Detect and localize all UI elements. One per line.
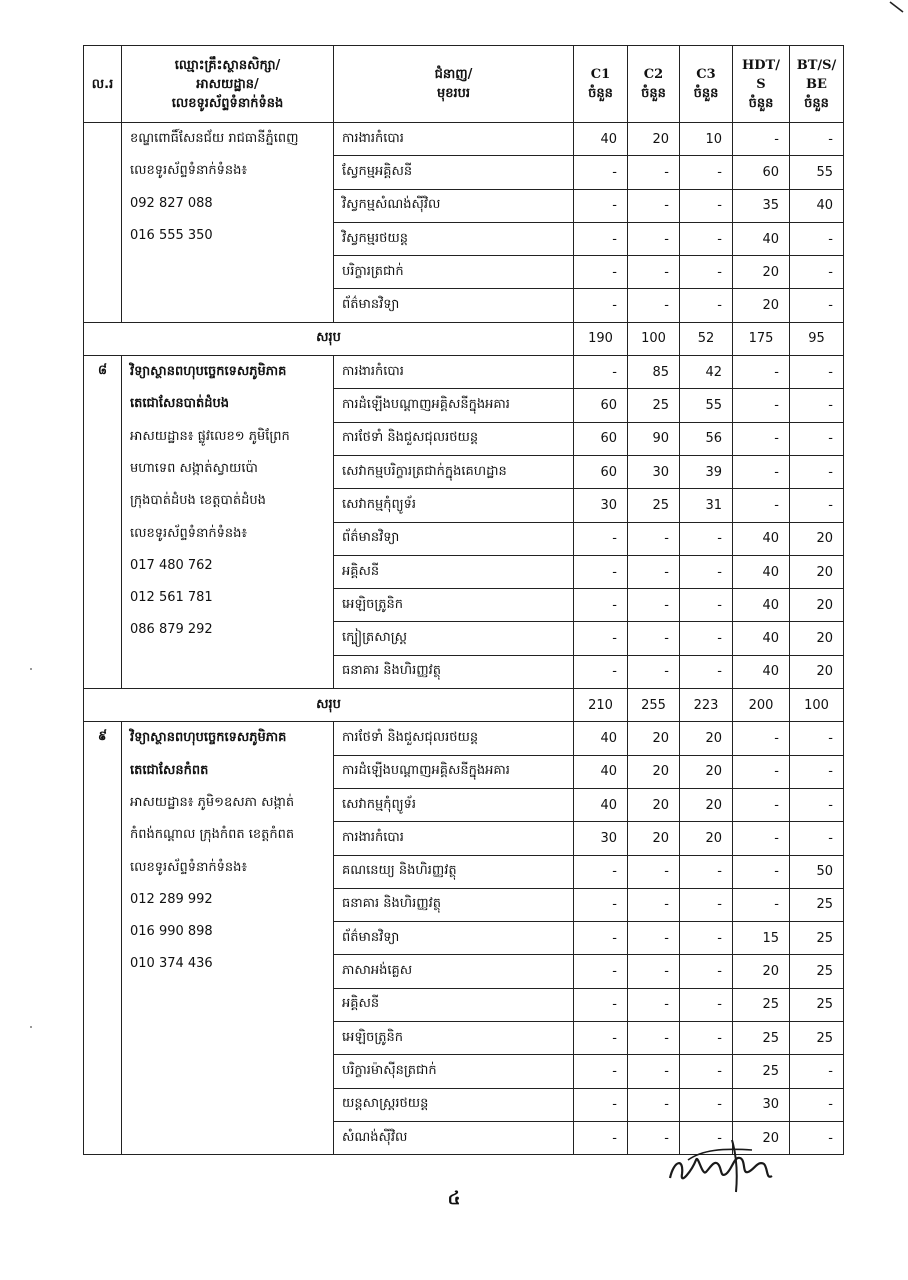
count-bts: 55 [790, 156, 844, 189]
table-row [84, 356, 844, 389]
program-name: សំណង់ស៊ីវិល [334, 1121, 574, 1154]
institution-line: វិទ្យាស្ថានពហុបច្ចេកទេសភូមិភាគ [130, 364, 287, 380]
count-c3: - [680, 289, 733, 322]
count-hdts: 25 [733, 1055, 790, 1088]
program-name: គណនេយ្យ និងហិរញ្ញវត្ថុ [334, 855, 574, 888]
scan-speck [30, 668, 32, 670]
count-bts: - [790, 1088, 844, 1121]
program-name: អេឡិចត្រូនិក [334, 1022, 574, 1055]
count-c3: - [680, 922, 733, 955]
count-c3: - [680, 1121, 733, 1154]
count-c2: - [628, 888, 680, 921]
count-c2: - [628, 156, 680, 189]
header-program: ជំនាញ/ មុខរបរ [334, 46, 574, 123]
header-c3: C3 ចំនួន [680, 46, 733, 123]
count-hdts: 20 [733, 289, 790, 322]
corner-mark-icon [884, 0, 906, 22]
institution-info [122, 356, 334, 689]
institution-line: 017 480 762 [130, 557, 213, 573]
count-bts: - [790, 788, 844, 821]
count-c2: - [628, 1121, 680, 1154]
section-number: ៩ [84, 722, 122, 1155]
program-name: ការងារកំបោរ [334, 822, 574, 855]
header-hdts: HDT/ S ចំនួន [733, 46, 790, 123]
count-c3: 10 [680, 123, 733, 156]
count-c3: - [680, 555, 733, 588]
total-c1: 210 [574, 689, 628, 722]
count-c2: - [628, 189, 680, 222]
total-c2: 255 [628, 689, 680, 722]
count-c3: - [680, 589, 733, 622]
count-c3: - [680, 1022, 733, 1055]
institution-line: លេខទូរស័ព្ទទំនាក់ទំនង៖ [130, 163, 248, 179]
count-c2: 20 [628, 722, 680, 755]
count-hdts: 40 [733, 589, 790, 622]
total-c1: 190 [574, 322, 628, 355]
count-bts: 50 [790, 855, 844, 888]
institution-line: 086 879 292 [130, 622, 213, 638]
institution-line: មហាទេព សង្កាត់ស្វាយប៉ោ [130, 460, 258, 476]
count-c1: 40 [574, 722, 628, 755]
program-name: បរិក្ខារម៉ាស៊ីនត្រជាក់ [334, 1055, 574, 1088]
count-hdts: - [733, 356, 790, 389]
count-c2: - [628, 589, 680, 622]
count-c1: - [574, 988, 628, 1021]
total-label: សរុប [84, 689, 574, 722]
program-name: វិស្វកម្មសំណង់ស៊ីវិល [334, 189, 574, 222]
count-hdts: - [733, 123, 790, 156]
count-c1: 40 [574, 123, 628, 156]
count-bts: 25 [790, 955, 844, 988]
count-hdts: 40 [733, 622, 790, 655]
count-c1: - [574, 356, 628, 389]
header-c1: C1 ចំនួន [574, 46, 628, 123]
header-c2: C2 ចំនួន [628, 46, 680, 123]
institution-info [122, 123, 334, 323]
total-hdts: 175 [733, 322, 790, 355]
count-hdts: 20 [733, 256, 790, 289]
count-c2: - [628, 522, 680, 555]
program-name: វិស្វកម្មរថយន្ត [334, 222, 574, 255]
count-bts: - [790, 1055, 844, 1088]
count-bts: 20 [790, 655, 844, 688]
count-bts: 20 [790, 555, 844, 588]
count-c2: 20 [628, 123, 680, 156]
count-c1: - [574, 855, 628, 888]
count-hdts: 40 [733, 655, 790, 688]
total-label: សរុប [84, 322, 574, 355]
count-c1: 30 [574, 489, 628, 522]
count-c3: 20 [680, 788, 733, 821]
count-bts: 25 [790, 922, 844, 955]
count-hdts: - [733, 888, 790, 921]
program-name: ព័ត៌មានវិទ្យា [334, 922, 574, 955]
count-bts: - [790, 722, 844, 755]
count-c2: - [628, 555, 680, 588]
total-bts: 95 [790, 322, 844, 355]
count-c2: - [628, 1088, 680, 1121]
count-c1: 30 [574, 822, 628, 855]
count-c1: - [574, 189, 628, 222]
total-row [84, 322, 844, 355]
count-bts: - [790, 256, 844, 289]
count-c3: 39 [680, 455, 733, 488]
program-name: ការងារកំបោរ [334, 123, 574, 156]
count-c1: - [574, 1022, 628, 1055]
count-hdts: - [733, 422, 790, 455]
institution-line: តេជោសែនកំពត [130, 762, 209, 778]
count-c3: - [680, 955, 733, 988]
total-c2: 100 [628, 322, 680, 355]
count-c3: - [680, 655, 733, 688]
count-c1: - [574, 1088, 628, 1121]
count-c2: - [628, 1022, 680, 1055]
total-hdts: 200 [733, 689, 790, 722]
table-row [84, 123, 844, 156]
count-c2: 90 [628, 422, 680, 455]
count-bts: - [790, 222, 844, 255]
table-row [84, 722, 844, 755]
institution-line: 010 374 436 [130, 956, 213, 972]
program-name: អេឡិចត្រូនិក [334, 589, 574, 622]
count-c2: - [628, 855, 680, 888]
section-number [84, 123, 122, 323]
count-bts: 40 [790, 189, 844, 222]
count-hdts: 40 [733, 222, 790, 255]
header-no: ល.រ [84, 46, 122, 123]
header-bts: BT/S/ BE ចំនួន [790, 46, 844, 123]
count-c2: - [628, 655, 680, 688]
program-name: ធនាគារ និងហិរញ្ញវត្ថុ [334, 655, 574, 688]
program-name: ភាសាអង់គ្លេស [334, 955, 574, 988]
institution-line: ខណ្ឌពោធិ៍សែនជ័យ រាជធានីភ្នំពេញ [130, 131, 299, 146]
count-c1: - [574, 955, 628, 988]
total-bts: 100 [790, 689, 844, 722]
count-c1: - [574, 555, 628, 588]
count-c2: - [628, 256, 680, 289]
count-c1: - [574, 622, 628, 655]
count-c3: - [680, 256, 733, 289]
count-hdts: - [733, 489, 790, 522]
institution-line: លេខទូរស័ព្ទទំនាក់ទំនង៖ [130, 859, 248, 875]
count-hdts: 40 [733, 522, 790, 555]
total-c3: 52 [680, 322, 733, 355]
count-c2: - [628, 922, 680, 955]
count-c2: 20 [628, 822, 680, 855]
count-hdts: - [733, 822, 790, 855]
institution-line: លេខទូរស័ព្ទទំនាក់ទំនង៖ [130, 525, 248, 541]
count-bts: - [790, 489, 844, 522]
count-c3: 20 [680, 755, 733, 788]
count-bts: 20 [790, 589, 844, 622]
count-c3: 31 [680, 489, 733, 522]
institution-line: 016 555 350 [130, 227, 213, 243]
count-bts: - [790, 422, 844, 455]
count-c1: - [574, 655, 628, 688]
count-hdts: 25 [733, 1022, 790, 1055]
count-c1: - [574, 289, 628, 322]
program-name: អគ្គិសនី [334, 555, 574, 588]
count-c1: - [574, 522, 628, 555]
count-c1: 40 [574, 788, 628, 821]
count-c2: 25 [628, 389, 680, 422]
count-bts: 25 [790, 1022, 844, 1055]
count-hdts: 30 [733, 1088, 790, 1121]
count-c1: 60 [574, 422, 628, 455]
count-c1: - [574, 256, 628, 289]
count-c3: 20 [680, 722, 733, 755]
count-c2: - [628, 955, 680, 988]
program-name: ការងារកំបោរ [334, 356, 574, 389]
page-number: ៤ [447, 1188, 461, 1209]
institution-line: អាសយដ្ឋាន៖ ផ្លូវលេខ១ ភូមិព្រែក [130, 428, 290, 444]
count-c2: - [628, 222, 680, 255]
institution-line: កំពង់កណ្តាល ក្រុងកំពត ខេត្តកំពត [130, 827, 295, 843]
count-hdts: - [733, 389, 790, 422]
count-hdts: 35 [733, 189, 790, 222]
program-name: អគ្គិសនី [334, 988, 574, 1021]
count-hdts: 20 [733, 955, 790, 988]
count-bts: 20 [790, 522, 844, 555]
count-c3: - [680, 156, 733, 189]
count-c2: - [628, 622, 680, 655]
program-name: ការថែទាំ និងជួសជុលរថយន្ត [334, 422, 574, 455]
count-bts: 20 [790, 622, 844, 655]
total-c3: 223 [680, 689, 733, 722]
program-name: ការដំឡើងបណ្តាញអគ្គិសនីក្នុងអគារ [334, 755, 574, 788]
count-c1: - [574, 922, 628, 955]
program-name: ព័ត៌មានវិទ្យា [334, 522, 574, 555]
count-c3: 42 [680, 356, 733, 389]
count-c3: - [680, 1088, 733, 1121]
count-c2: 30 [628, 455, 680, 488]
total-row [84, 689, 844, 722]
count-c2: 25 [628, 489, 680, 522]
count-c3: - [680, 888, 733, 921]
count-bts: - [790, 356, 844, 389]
count-c2: - [628, 289, 680, 322]
count-c3: 56 [680, 422, 733, 455]
enrollment-table [83, 45, 844, 1155]
count-c3: - [680, 522, 733, 555]
count-bts: 25 [790, 888, 844, 921]
count-c3: - [680, 622, 733, 655]
count-c2: 20 [628, 788, 680, 821]
institution-line: ក្រុងបាត់ដំបង ខេត្តបាត់ដំបង [130, 493, 266, 509]
program-name: សេវាកម្មកុំព្យូទ័រ [334, 489, 574, 522]
program-name: ធនាគារ និងហិរញ្ញវត្ថុ [334, 888, 574, 921]
program-name: ការដំឡើងបណ្តាញអគ្គិសនីក្នុងអគារ [334, 389, 574, 422]
count-c3: 55 [680, 389, 733, 422]
count-c3: - [680, 988, 733, 1021]
count-hdts: 20 [733, 1121, 790, 1154]
count-hdts: - [733, 788, 790, 821]
count-c1: - [574, 156, 628, 189]
count-c2: 85 [628, 356, 680, 389]
count-hdts: - [733, 455, 790, 488]
institution-line: អាសយដ្ឋាន៖ ភូមិ១ឧសភា សង្កាត់ [130, 794, 295, 810]
count-hdts: - [733, 855, 790, 888]
count-c3: - [680, 855, 733, 888]
count-c1: - [574, 222, 628, 255]
count-bts: - [790, 123, 844, 156]
table-body [84, 123, 844, 1155]
institution-line: 012 289 992 [130, 891, 213, 907]
count-c3: - [680, 189, 733, 222]
program-name: ព័ត៌មានវិទ្យា [334, 289, 574, 322]
program-name: ស្វែកម្មអគ្គិសនី [334, 156, 574, 189]
count-c2: - [628, 1055, 680, 1088]
count-bts: - [790, 389, 844, 422]
institution-line: 092 827 088 [130, 195, 213, 211]
count-c1: - [574, 888, 628, 921]
count-c3: - [680, 1055, 733, 1088]
program-name: សេវាកម្មកុំព្យូទ័រ [334, 788, 574, 821]
count-c1: 40 [574, 755, 628, 788]
institution-line: 016 990 898 [130, 924, 213, 940]
table-header [84, 46, 844, 123]
count-hdts: - [733, 755, 790, 788]
count-bts: - [790, 1121, 844, 1154]
count-bts: - [790, 822, 844, 855]
program-name: សេវាកម្មបរិក្ខារត្រជាក់ក្នុងគេហដ្ឋាន [334, 455, 574, 488]
count-hdts: 25 [733, 988, 790, 1021]
program-name: បរិក្ខារត្រជាក់ [334, 256, 574, 289]
count-c2: 20 [628, 755, 680, 788]
count-hdts: 60 [733, 156, 790, 189]
institution-line: វិទ្យាស្ថានពហុបច្ចេកទេសភូមិភាគ [130, 730, 287, 746]
program-name: ការថែទាំ និងជួសជុលរថយន្ត [334, 722, 574, 755]
institution-line: 012 561 781 [130, 590, 213, 606]
count-c1: - [574, 1121, 628, 1154]
count-c1: 60 [574, 389, 628, 422]
count-bts: - [790, 755, 844, 788]
count-c2: - [628, 988, 680, 1021]
institution-line: តេជោសែនបាត់ដំបង [130, 396, 230, 412]
count-c3: - [680, 222, 733, 255]
count-hdts: 15 [733, 922, 790, 955]
count-hdts: - [733, 722, 790, 755]
count-c3: 20 [680, 822, 733, 855]
count-c1: - [574, 1055, 628, 1088]
section-number: ៨ [84, 356, 122, 689]
count-hdts: 40 [733, 555, 790, 588]
count-bts: - [790, 289, 844, 322]
institution-info [122, 722, 334, 1155]
count-c1: - [574, 589, 628, 622]
count-bts: - [790, 455, 844, 488]
scan-speck [30, 1026, 32, 1028]
program-name: យន្តសាស្ត្ររថយន្ត [334, 1088, 574, 1121]
count-bts: 25 [790, 988, 844, 1021]
header-institution: ឈ្មោះគ្រឹះស្ថានសិក្សា/ អាសយដ្ឋាន/ លេខទូរស័ព្ទទំនាក់ទំនង [122, 46, 334, 123]
program-name: ក្បៀត្រសាស្ត្រ [334, 622, 574, 655]
count-c1: 60 [574, 455, 628, 488]
